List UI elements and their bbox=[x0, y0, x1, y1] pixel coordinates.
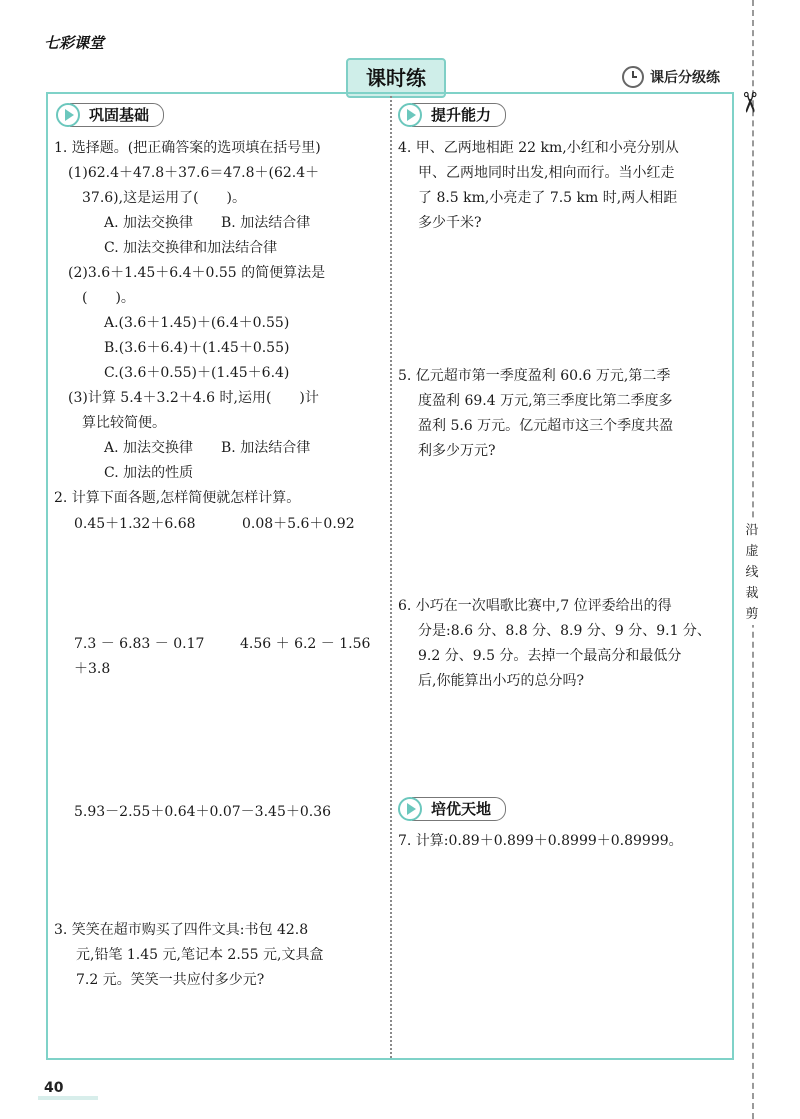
question-4-line: 4. 甲、乙两地相距 22 km,小红和小亮分别从 bbox=[398, 140, 679, 156]
question-3-line: 7.2 元。笑笑一共应付多少元? bbox=[76, 972, 265, 988]
scissors-icon: ✂ bbox=[733, 90, 767, 115]
page-number: 40 bbox=[44, 1080, 64, 1096]
question-5-line: 5. 亿元超市第一季度盈利 60.6 万元,第二季 bbox=[398, 368, 671, 384]
subtitle-text: 课后分级练 bbox=[650, 70, 720, 86]
brand-logo: 七彩课堂 bbox=[44, 34, 105, 52]
calc-item: 0.08＋5.6＋0.92 bbox=[242, 516, 355, 532]
option-line: C.(3.6＋0.55)＋(1.45＋6.4) bbox=[104, 365, 290, 381]
question-7-line: 7. 计算:0.89＋0.899＋0.8999＋0.89999。 bbox=[398, 833, 683, 849]
play-icon bbox=[56, 103, 80, 127]
option-line: C. 加法交换律和加法结合律 bbox=[104, 240, 278, 256]
question-2-title: 2. 计算下面各题,怎样简便就怎样计算。 bbox=[54, 490, 301, 506]
play-icon bbox=[398, 797, 422, 821]
question-4-line: 了 8.5 km,小亮走了 7.5 km 时,两人相距 bbox=[418, 190, 678, 206]
section-title: 提升能力 bbox=[412, 103, 506, 127]
section-title: 培优天地 bbox=[412, 797, 506, 821]
question-4-line: 多少千米? bbox=[418, 215, 482, 231]
header-subtitle bbox=[622, 66, 720, 88]
alarm-clock-icon bbox=[622, 66, 644, 88]
question-5-line: 盈利 5.6 万元。亿元超市这三个季度共盈 bbox=[418, 418, 674, 434]
question-4-line: 甲、乙两地同时出发,相向而行。当小红走 bbox=[418, 165, 675, 181]
page-number-bar bbox=[38, 1096, 98, 1100]
option-line: A.(3.6＋1.45)＋(6.4＋0.55) bbox=[104, 315, 290, 331]
option-line: A. 加法交换律 B. 加法结合律 bbox=[104, 215, 311, 231]
question-5-line: 利多少万元? bbox=[418, 443, 496, 459]
question-line: (1)62.4＋47.8＋37.6＝47.8＋(62.4＋ bbox=[68, 165, 320, 181]
calc-item: 4.56 ＋ 6.2 － 1.56 bbox=[240, 636, 371, 652]
question-line: (3)计算 5.4＋3.2＋4.6 时,运用( )计 bbox=[68, 390, 319, 406]
question-3-line: 3. 笑笑在超市购买了四件文具:书包 42.8 bbox=[54, 922, 309, 938]
section-header-advanced bbox=[398, 796, 506, 822]
section-header-basic bbox=[56, 102, 164, 128]
option-line: B.(3.6＋6.4)＋(1.45＋0.55) bbox=[104, 340, 290, 356]
calc-item: 5.93－2.55＋0.64＋0.07－3.45＋0.36 bbox=[74, 804, 332, 820]
question-5-line: 度盈利 69.4 万元,第三季度比第二季度多 bbox=[418, 393, 673, 409]
cut-label: 沿虚线裁剪 bbox=[743, 520, 761, 625]
section-title: 巩固基础 bbox=[70, 103, 164, 127]
question-line: 算比较简便。 bbox=[82, 415, 166, 431]
question-6-line: 后,你能算出小巧的总分吗? bbox=[418, 673, 584, 689]
page-title: 课时练 bbox=[346, 58, 446, 98]
section-header-improve bbox=[398, 102, 506, 128]
option-line: A. 加法交换律 B. 加法结合律 bbox=[104, 440, 311, 456]
play-icon bbox=[398, 103, 422, 127]
question-6-line: 6. 小巧在一次唱歌比赛中,7 位评委给出的得 bbox=[398, 598, 672, 614]
column-divider bbox=[390, 96, 392, 1058]
calc-item: ＋3.8 bbox=[74, 661, 111, 677]
question-line: ( )。 bbox=[82, 290, 135, 306]
option-line: C. 加法的性质 bbox=[104, 465, 194, 481]
calc-item: 0.45＋1.32＋6.68 bbox=[74, 516, 196, 532]
question-6-line: 分是:8.6 分、8.8 分、8.9 分、9 分、9.1 分、 bbox=[418, 623, 711, 639]
question-6-line: 9.2 分、9.5 分。去掉一个最高分和最低分 bbox=[418, 648, 682, 664]
calc-item: 7.3 － 6.83 － 0.17 bbox=[74, 636, 205, 652]
question-1-title: 1. 选择题。(把正确答案的选项填在括号里) bbox=[54, 140, 321, 156]
question-line: (2)3.6＋1.45＋6.4＋0.55 的简便算法是 bbox=[68, 265, 326, 281]
question-3-line: 元,铅笔 1.45 元,笔记本 2.55 元,文具盒 bbox=[76, 947, 324, 963]
question-line: 37.6),这是运用了( )。 bbox=[82, 190, 247, 206]
